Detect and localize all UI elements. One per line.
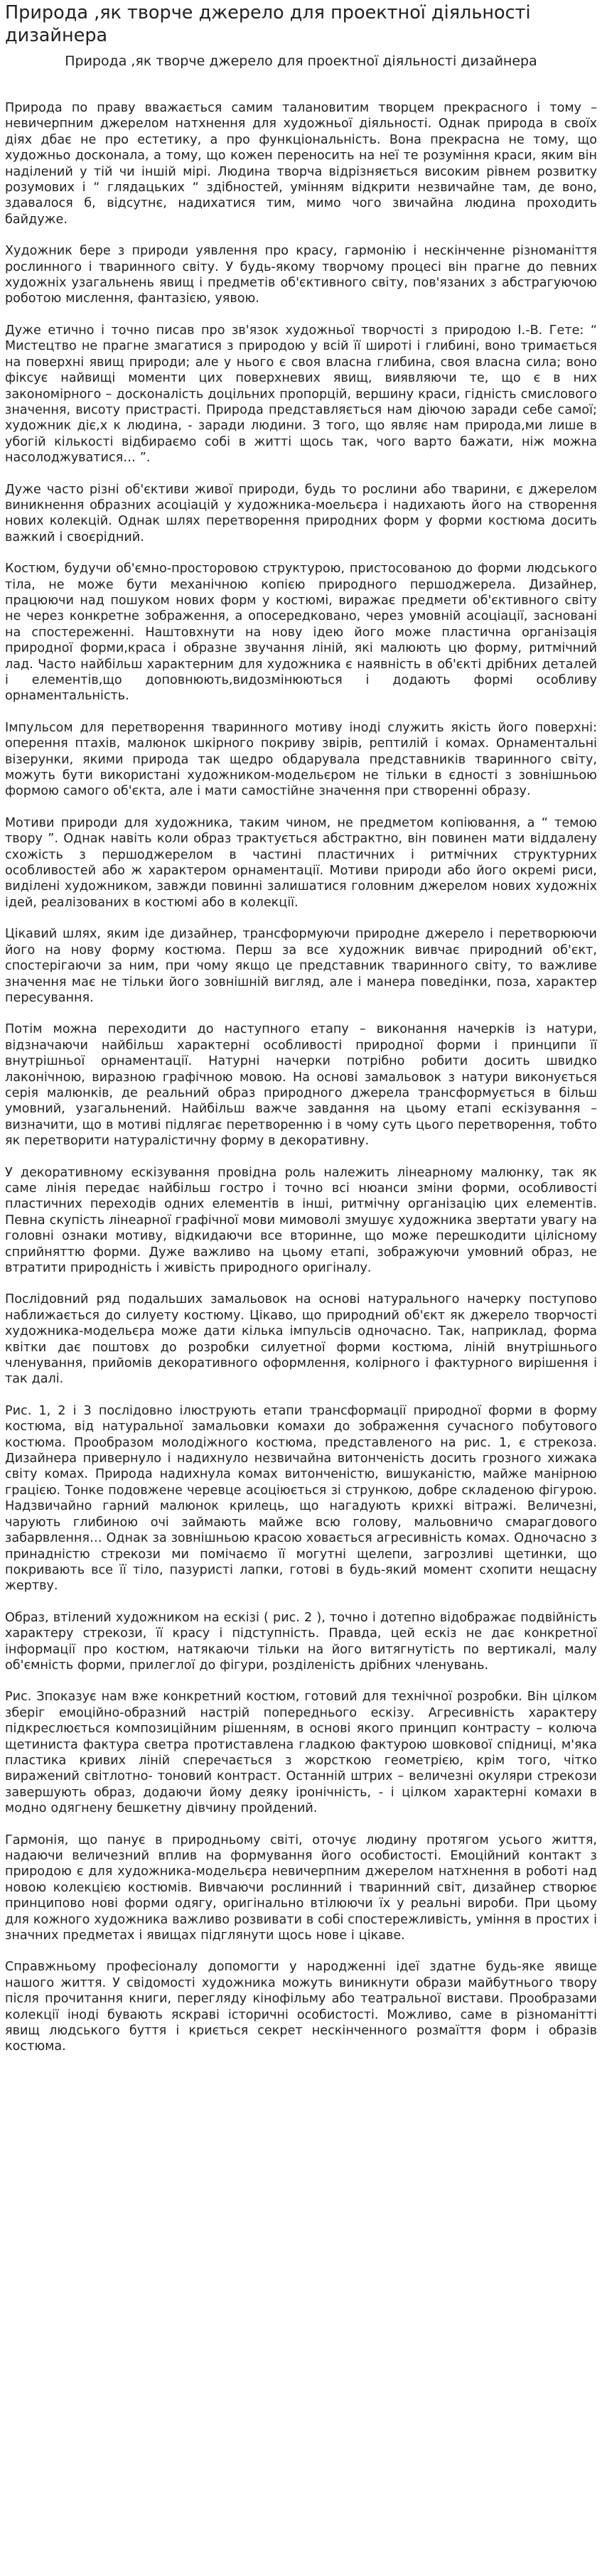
paragraph: Цікавий шлях, яким іде дизайнер, трансформуючи природне джерело і перетворюючи його на нову форму костюма. Перш за все художник вивчає природний об'єкт, спостерігаючи за ним, при чому якщо це представник тваринного світу, то важливе значення має не тільки його зовнішній вигляд, але і манера поведінки, поза, характер пересування. [5,927,597,1005]
paragraph: Послідовний ряд подальших замальовок на основі натурального начерку поступово наближається до силуету костюму. Цікаво, що природний об'єкт як джерело творчості художника-модельєра може дати кілька імпульсів одночасно. Так, наприклад, форма квітки дає поштовх до розробки силуетної форми костюма, ліній внутрішнього членування, прийомів декоративного оформлення, колірного і фактурного вирішення і так далі. [5,1292,597,1387]
paragraph: Дуже часто різні об'єктиви живої природи, будь то рослини або тварини, є джерелом виникнення образних асоціацій у художника-моельєра і надихають його на створення нових колекцій. Однак шлях перетворення природних форм у форми костюма досить важкий і своєрідний. [5,482,597,544]
article-subtitle: Природа ,як творче джерело для проектної діяльності дизайнера [65,53,537,69]
paragraph: Мотиви природи для художника, таким чином, не предметом копіювання, а “ темою твору ”. Однак навіть коли образ трактується абстрактно, він повинен мати віддалену схожість з першоджерелом в частині пластичних і ритмічних структурних особливостей або ж характером орнаментації. Мотиви природи або його окремі риси, виділені художником, завжди повинні залишатися головним джерелом нових художніх ідей, реалізованих в костюмі або в колекції. [5,815,597,910]
paragraph: У декоративному ескізування провідна роль належить лінеарному малюнку, так як саме лінія передає найбільш гостро і точно всі нюанси зміни форми, особливості пластичних переходів одних елементів в інші, ритмічну організацію цих елементів. Певна скупість лінеарної графічної мови мимоволі змушує художника звертати увагу на головні ознаки мотиву, відкидаючи все вторинне, що може перешкодити цілісному сприйняттю форми. Дуже важливо на цьому етапі, зображуючи умовний образ, не втратити природність і живість природного оригіналу. [5,1165,597,1275]
paragraph: Потім можна переходити до наступного етапу – виконання начерків із натури, відзначаючи найбільш характерні особливості природної форми і принципи її внутрішньої орнаментації. Натурні начерки потрібно робити досить швидко лаконічною, виразною графічною мовою. На основі замальовок з натури виконується серія малюнків, де реальний образ природного джерела трансформується в більш умовний, узагальнений. Найбільш важче завдання на цьому етапі ескізування – визначити, що в мотиві підлягає перетворенню і в чому суть цього перетворення, тобто як перетворити натуралістичну форму в декоративну. [5,1022,597,1149]
article-body [5,100,597,2055]
paragraph: Художник бере з природи уявлення про красу, гармонію і нескінченне різноманіття рослинного і тваринного світу. У будь-якому творчому процесі він прагне до певних художніх узагальнень явищ і предметів об'єктивного світу, пов'язаних з абстрагуючою роботою мислення, фантазією, уявою. [5,244,597,306]
paragraph: Справжньому професіоналу допомогти у народженні ідеї здатне будь-яке явище нашого життя. У свідомості художника можуть виникнути образи майбутнього твору після прочитання книги, перегляду кінофільму або театральної вистави. Прообразами колекції іноді бувають яскраві історичні особистості. Можливо, саме в різноманітті явищ людського буття і криється секрет нескінченного розмаїття форм і образів костюма. [5,1960,597,2054]
paragraph: Природа по праву вважається самим талановитим творцем прекрасного і тому – невичерпним джерелом натхнення для художньої діяльності. Однак природа в своїх діях дбає не про естетику, а про функціональність. Вона прекрасна не тому, що художньо досконала, а тому, що кожен переносить на неї те розуміння краси, яким він наділений у тій чи іншій мірі. Людина творча відрізняється високим рівнем розвитку розумових і “ глядацьких “ здібностей, умінням відкрити незвичайне там, де воно, здавалося б, відсутнє, надихатися тим, мимо чого звичайна людина проходить байдуже. [5,101,597,227]
paragraph: Костюм, будучи об'ємно-просторовою структурою, пристосованою до форми людського тіла, не може бути механічною копією природного першоджерела. Дизайнер, працюючи над пошуком нових форм у костюмі, виражає предмети об'єктивного світу не через конкретне зображення, а опосередковано, через умовній асоціації, засновані на спостереженні. Наштовхнути на нову ідею його може пластична організація природної форми,краса і образне звучання ліній, які малюють цю форму, ритмічний лад. Часто найбільш характерним для художника є наявність в об'єкті дрібних деталей і елементів,що доповнюють,видозмінюються і додають формі особливу орнаментальність. [5,562,597,704]
paragraph: Гармонія, що панує в природньому світі, оточує людину протягом усього життя, надаючи величезний вплив на формування його особистості. Емоційний контакт з природою є для художника-модельєра невичерпним джерелом натхнення в роботі над новою колекцією костюмів. Вивчаючи рослинний і тваринний світ, дизайнер створює принципово нові форми одягу, оригінально втілюючи їх у реальні вироби. При цьому для кожного художника важливо розвивати в собі спостережливість, уміння в простих і значних предметах і явищах підглянути щось нове і цікаве. [5,1832,597,1943]
paragraph: Рис. 1, 2 і 3 послідовно ілюструють етапи трансформації природної форми в форму костюма, від натуральної замальовки комахи до зображення сучасного побутового костюма. Прообразом молодіжного костюма, представленого на рис. 1, є стрекоза. Дизайнера привернуло і надихнуло незвичайна витонченість досить грозного хижака світу комах. Природа надихнула комах витонченістю, вишуканістю, майже манірною грацією. Тонке подовжене черевце асоціюється зі стрункою, добре складеною фігурою. Надзвичайно гарний малюнок крилець, що нагадують крихкі вітражі. Величезні, чарують глибиною очі займають майже всю голову, мальовничо смарагдового забарвлення… Однак за зовнішньою красою ховається агресивність комах. Одночасно з принадністю стрекози ми помічаємо її могутні щелепи, загрозливі щетинки, що покривають все її тіло, пазуристі лапки, готові в будь-який момент схопити нещасну жертву. [5,1403,597,1594]
article-title: Природа ,як творче джерело для проектної діяльності дизайнера [5,2,531,46]
paragraph: Дуже етично і точно писав про зв'язок художньої творчості з природою І.-В. Гете: “ Мистецтво не прагне змагатися з природою у всій її широті і глибині, воно тримається на поверхні явищ природи; але у нього є своя власна глибина, своя власна сила; воно фіксує найвищі моменти цих поверхневих явищ, виявляючи те, що є в них закономірного – досконалість доцільних пропорцій, вершину краси, гідність смислового значення, висоту пристрасті. Природа представляється нам діючою заради себе самої; художник діє,х к людина, - заради людини. З того, що являє нам природа,ми лише в убогій кількості відбираємо собі в житті щось так, чого варто бажати, ніж можна насолоджуватися… ”. [5,323,597,466]
paragraph: Образ, втілений художником на ескізі ( рис. 2 ), точно і дотепно відображає подвійність характеру стрекози, її красу і підступність. Правда, цей ескіз не дає конкретної інформації про костюм, натякаючи тільки на його витягнутість по вертикалі, малу об'ємність форми, прилеглої до фігури, розділеність дрібних членувань. [5,1610,597,1673]
paragraph: Імпульсом для перетворення тваринного мотиву іноді служить якість його поверхні: оперення птахів, малюнок шкірного покриву звірів, рептилій і комах. Орнаментальні візерунки, якими природа так щедро обдарувала представників тваринного світу, можуть бути використані художником-модельєром не тільки в єдності з зовнішньою формою самого об'єкта, але і мати самостійне значення при створенні образу. [5,720,597,799]
paragraph: Рис. Зпоказує нам вже конкретний костюм, готовий для технічної розробки. Він цілком зберіг емоційно-образний настрій попереднього ескізу. Агресивність характеру підкреслюється композиційним рішенням, в основі якого принцип контрасту – колюча щетиниста фактура светра протиставлена гладкою фактурою шовкової спідниці, м'яка пластика кривих ліній сперечається з жорсткою геометрією, крім того, чітко виражений світлотно- тоновий контраст. Останній штрих – величезні окуляри стрекози завершують образ, додаючи йому деяку іронічність, - і цілком характерні комахи в модно одягнену бешкетну дівчину пройдений. [5,1690,597,1816]
